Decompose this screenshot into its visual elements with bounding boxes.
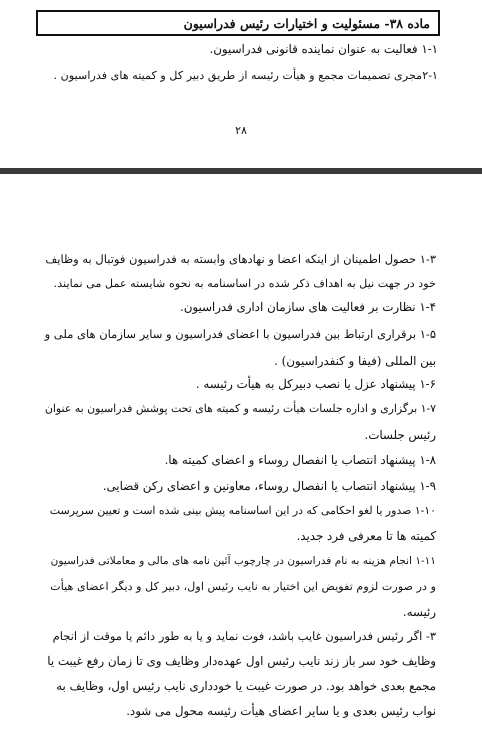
paragraph-line: ۱-۳ حصول اطمینان از اینکه اعضا و نهادهای وابسته به فدراسیون فوتبال به وظایف bbox=[45, 252, 436, 266]
paragraph-line: ۱-۴ نظارت بر فعالیت های سازمان اداری فدراسیون. bbox=[179, 300, 436, 314]
paragraph-line: ۳- اگر رئیس فدراسیون غایب باشد، فوت نماید و یا به طور دائم یا موقت از انجام bbox=[52, 629, 436, 643]
bottom-page bbox=[0, 176, 482, 751]
paragraph-line: رئیس جلسات. bbox=[364, 428, 436, 442]
paragraph-line: مجمع بعدی خواهد بود. در صورت غیبت یا خودداری نایب رئیس اول، وظایف به bbox=[56, 679, 436, 693]
paragraph-line: ۱-۱۰ صدور یا لغو احکامی که در این اساسنامه پیش بینی شده است و تعیین سرپرست bbox=[49, 504, 436, 517]
page-number: ۲۸ bbox=[235, 124, 247, 137]
paragraph-line: ۱-۸ پیشنهاد انتصاب یا انفصال روساء و اعضای کمیته ها. bbox=[164, 453, 436, 467]
paragraph-line: نواب رئیس بعدی و یا سایر اعضای هیأت رئیسه محول می شود. bbox=[126, 704, 436, 718]
paragraph-line: ۱-۶ پیشنهاد عزل یا نصب دبیرکل به هیأت رئیسه . bbox=[195, 377, 436, 391]
paragraph-line: و در صورت لزوم تفویض این اختیار به نایب رئیس اول، دبیر کل و دیگر اعضای هیأت bbox=[50, 580, 436, 593]
paragraph-line: ۱-۵ برقراری ارتباط بین فدراسیون با اعضای فدراسیون و سایر سازمان های ملی و bbox=[44, 327, 436, 341]
paragraph-line: ۱-۱۱ انجام هزینه به نام فدراسیون در چارچوب آئین نامه های مالی و معاملاتی فدراسیون bbox=[50, 555, 436, 567]
paragraph-line: رئیسه. bbox=[402, 605, 436, 619]
paragraph-line: خود در جهت نیل به اهداف ذکر شده در اساسنامه به نحوه شایسته عمل می نمایند. bbox=[53, 277, 436, 290]
paragraph-line: بین المللی (فیفا و کنفدراسیون) . bbox=[274, 354, 436, 368]
paragraph-line: ۱-۷ برگزاری و اداره جلسات هیأت رئیسه و کمیته های تحت پوشش فدراسیون به عنوان bbox=[44, 402, 436, 415]
article-title: ماده ۳۸- مسئولیت و اختیارات رئیس فدراسیون bbox=[183, 15, 430, 31]
top-page bbox=[0, 0, 482, 170]
article-item-1-1: ۱-۱ فعالیت به عنوان نماینده قانونی فدراسیون. bbox=[209, 42, 438, 56]
article-heading-box bbox=[36, 10, 440, 36]
paragraph-line: ۱-۹ پیشنهاد انتصاب یا انفصال روساء، معاونین و اعضای رکن قضایی. bbox=[102, 479, 436, 493]
paragraph-line: کمیته ها تا معرفی فرد جدید. bbox=[296, 529, 436, 543]
article-item-1-2: ۲-۱مجری تصمیمات مجمع و هیأت رئیسه از طریق دبیر کل و کمیته های فدراسیون . bbox=[53, 69, 438, 82]
page-divider bbox=[0, 168, 482, 174]
paragraph-line: وظایف خود سر باز زند نایب رئیس اول عهده‌دار وظایف وی تا زمان رفع غیبت یا bbox=[47, 654, 436, 668]
